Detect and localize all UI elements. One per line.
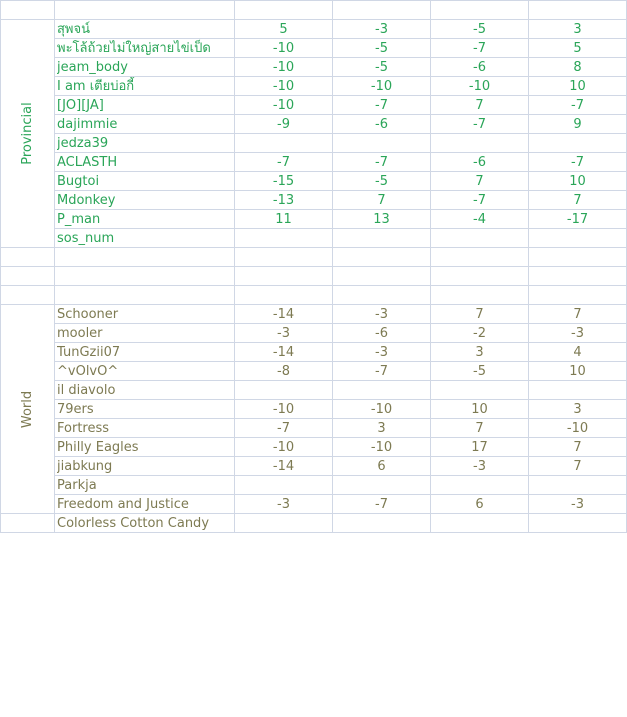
score-cell[interactable]: 3 <box>573 22 582 37</box>
group-label-world: World <box>19 390 35 428</box>
score-cell[interactable]: -4 <box>473 212 486 227</box>
score-cell[interactable]: -5 <box>375 41 388 56</box>
score-cell[interactable]: 10 <box>471 402 488 417</box>
score-cell[interactable]: 7 <box>475 98 484 113</box>
score-cell[interactable]: -5 <box>473 22 486 37</box>
score-cell[interactable]: -15 <box>272 174 295 189</box>
score-cell[interactable]: -3 <box>571 326 584 341</box>
score-cell[interactable]: -13 <box>272 193 295 208</box>
score-cell[interactable]: 7 <box>475 307 484 322</box>
score-cell[interactable]: 7 <box>475 421 484 436</box>
player-name-cell[interactable]: ACLASTH <box>57 155 118 170</box>
score-cell[interactable]: -5 <box>375 174 388 189</box>
score-cell[interactable]: -10 <box>272 79 295 94</box>
score-cell[interactable]: -7 <box>375 364 388 379</box>
score-cell[interactable]: -10 <box>272 98 295 113</box>
score-cell[interactable]: -10 <box>272 440 295 455</box>
player-name-cell[interactable]: jeam_body <box>57 60 128 75</box>
score-cell[interactable]: 10 <box>569 364 586 379</box>
score-cell[interactable]: -14 <box>272 307 295 322</box>
score-cell[interactable]: -3 <box>375 307 388 322</box>
group-label-provincial: Provincial <box>20 102 36 165</box>
score-cell[interactable]: -10 <box>370 402 393 417</box>
score-cell[interactable]: 7 <box>573 193 582 208</box>
player-name-cell[interactable]: P_man <box>57 212 101 227</box>
score-cell[interactable]: 10 <box>569 174 586 189</box>
score-cell[interactable]: -7 <box>473 117 486 132</box>
score-cell[interactable]: -8 <box>277 364 290 379</box>
score-cell[interactable]: -7 <box>375 98 388 113</box>
gridline <box>0 266 627 267</box>
score-cell[interactable]: -7 <box>277 155 290 170</box>
player-name-cell[interactable]: Bugtoi <box>57 174 100 189</box>
score-cell[interactable]: -3 <box>277 326 290 341</box>
score-cell[interactable]: 10 <box>569 79 586 94</box>
score-cell[interactable]: -5 <box>473 364 486 379</box>
score-cell[interactable]: 4 <box>573 345 582 360</box>
score-cell[interactable]: -7 <box>277 421 290 436</box>
score-cell[interactable]: -6 <box>473 155 486 170</box>
score-cell[interactable]: 7 <box>573 459 582 474</box>
score-cell[interactable]: 7 <box>573 440 582 455</box>
player-name-cell[interactable]: 79ers <box>57 402 94 417</box>
score-cell[interactable]: -7 <box>375 497 388 512</box>
player-name-cell[interactable]: Fortress <box>57 421 110 436</box>
score-cell[interactable]: -9 <box>277 117 290 132</box>
score-cell[interactable]: 13 <box>373 212 390 227</box>
score-cell[interactable]: -5 <box>375 60 388 75</box>
player-name-cell[interactable]: Freedom and Justice <box>57 497 189 512</box>
player-name-cell[interactable]: ^vOlvO^ <box>57 364 119 379</box>
score-cell[interactable]: -6 <box>473 60 486 75</box>
player-name-cell[interactable]: Mdonkey <box>57 193 116 208</box>
score-cell[interactable]: -10 <box>370 440 393 455</box>
gridline <box>0 0 627 1</box>
player-name-cell[interactable]: il diavolo <box>57 383 116 398</box>
score-cell[interactable]: -2 <box>473 326 486 341</box>
score-cell[interactable]: 8 <box>573 60 582 75</box>
score-cell[interactable]: -3 <box>571 497 584 512</box>
player-name-cell[interactable]: jedza39 <box>57 136 109 151</box>
score-cell[interactable]: 9 <box>573 117 582 132</box>
score-cell[interactable]: -10 <box>272 60 295 75</box>
score-cell[interactable]: 6 <box>475 497 484 512</box>
score-cell[interactable]: -14 <box>272 459 295 474</box>
player-name-cell[interactable]: sos_num <box>57 231 115 246</box>
score-cell[interactable]: -7 <box>473 41 486 56</box>
score-cell[interactable]: -17 <box>566 212 589 227</box>
score-cell[interactable]: 5 <box>279 22 288 37</box>
score-cell[interactable]: -3 <box>277 497 290 512</box>
player-name-cell[interactable]: I am เตียบ่อกี้ <box>57 79 135 94</box>
score-cell[interactable]: -10 <box>370 79 393 94</box>
score-cell[interactable]: -10 <box>272 41 295 56</box>
score-cell[interactable]: -3 <box>375 22 388 37</box>
score-cell[interactable]: 11 <box>275 212 292 227</box>
score-cell[interactable]: 17 <box>471 440 488 455</box>
score-cell[interactable]: -7 <box>473 193 486 208</box>
player-name-cell[interactable]: Philly Eagles <box>57 440 139 455</box>
player-name-cell[interactable]: TunGzii07 <box>57 345 121 360</box>
score-cell[interactable]: -14 <box>272 345 295 360</box>
score-cell[interactable]: -7 <box>375 155 388 170</box>
player-name-cell[interactable]: Colorless Cotton Candy <box>57 516 210 531</box>
score-cell[interactable]: 3 <box>573 402 582 417</box>
score-cell[interactable]: -10 <box>468 79 491 94</box>
score-cell[interactable]: 6 <box>377 459 386 474</box>
score-cell[interactable]: 7 <box>377 193 386 208</box>
gridline <box>0 285 627 286</box>
score-cell[interactable]: -6 <box>375 117 388 132</box>
score-cell[interactable]: -7 <box>571 155 584 170</box>
player-name-cell[interactable]: Parkja <box>57 478 97 493</box>
score-cell[interactable]: -6 <box>375 326 388 341</box>
score-cell[interactable]: -3 <box>375 345 388 360</box>
score-cell[interactable]: 3 <box>377 421 386 436</box>
score-cell[interactable]: 7 <box>573 307 582 322</box>
player-name-cell[interactable]: Schooner <box>57 307 119 322</box>
score-cell[interactable]: -7 <box>571 98 584 113</box>
player-name-cell[interactable]: jiabkung <box>57 459 113 474</box>
gridline <box>54 0 55 533</box>
score-cell[interactable]: 5 <box>573 41 582 56</box>
player-name-cell[interactable]: mooler <box>57 326 103 341</box>
player-name-cell[interactable]: สุพจน์ <box>57 22 91 37</box>
player-name-cell[interactable]: dajimmie <box>57 117 118 132</box>
score-cell[interactable]: -10 <box>272 402 295 417</box>
score-cell[interactable]: -3 <box>473 459 486 474</box>
player-name-cell[interactable]: พะโล้ถ้วยไม่ใหญ่สายไข่เป็ด <box>57 41 211 56</box>
score-cell[interactable]: 7 <box>475 174 484 189</box>
score-cell[interactable]: 3 <box>475 345 484 360</box>
player-name-cell[interactable]: [JO][JA] <box>57 98 104 113</box>
score-cell[interactable]: -10 <box>566 421 589 436</box>
